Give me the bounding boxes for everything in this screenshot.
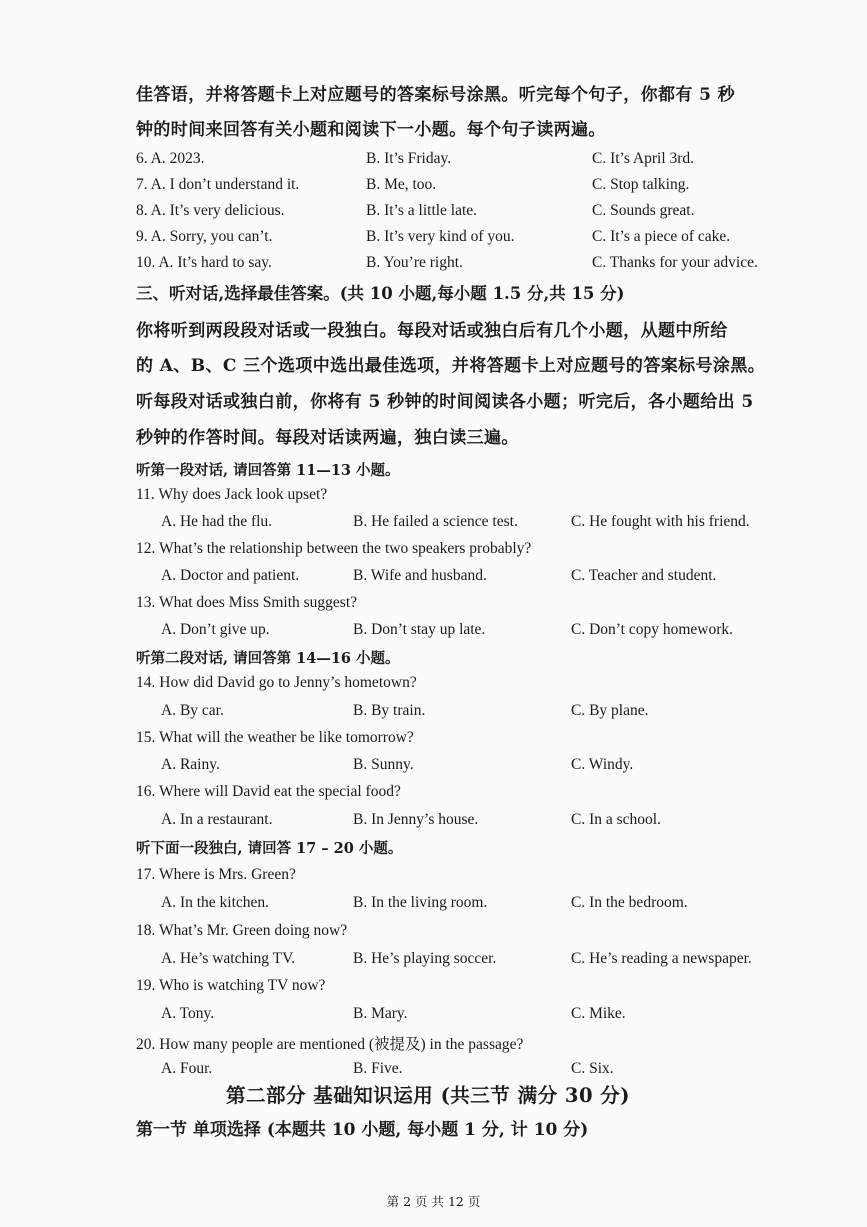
page-footer: 第 2 页 共 12 页	[386, 1194, 481, 1209]
q11-option-b: B. He failed a science test.	[353, 513, 518, 530]
q8-option-b: B. It’s a little late.	[366, 202, 478, 219]
group-label-3: 听下面一段独白, 请回答 17 – 20 小题。	[136, 840, 403, 857]
q11-option-c: C. He fought with his friend.	[571, 513, 750, 530]
q10-option-a: 10. A. It’s hard to say.	[136, 254, 272, 271]
section3-instruction-3: 听每段对话或独白前，你将有 5 秒钟的时间阅读各小题；听完后，各小题给出 5	[136, 392, 754, 412]
q18-option-c: C. He’s reading a newspaper.	[571, 950, 752, 967]
section3-heading: 三、听对话,选择最佳答案。(共 10 小题,每小题 1.5 分,共 15 分)	[136, 284, 625, 303]
section3-instruction-2: 的 A、B、C 三个选项中选出最佳选项，并将答题卡上对应题号的答案标号涂黑。	[136, 356, 766, 376]
q20-option-c: C. Six.	[571, 1060, 614, 1077]
q11-stem: 11. Why does Jack look upset?	[136, 486, 328, 503]
q16-stem: 16. Where will David eat the special food?	[136, 783, 401, 800]
q19-stem: 19. Who is watching TV now?	[136, 977, 326, 994]
intro-line-1: 佳答语，并将答题卡上对应题号的答案标号涂黑。听完每个句子，你都有 5 秒	[136, 85, 736, 105]
part2-section1-heading: 第一节 单项选择 (本题共 10 小题, 每小题 1 分, 计 10 分)	[136, 1120, 589, 1140]
q20-option-b: B. Five.	[353, 1060, 403, 1077]
q16-option-b: B. In Jenny’s house.	[353, 811, 479, 828]
q17-option-a: A. In the kitchen.	[161, 894, 270, 911]
q7-option-c: C. Stop talking.	[592, 176, 690, 193]
section3-instruction-1: 你将听到两段段对话或一段独白。每段对话或独白后有几个小题，从题中所给	[136, 321, 728, 341]
q9-option-c: C. It’s a piece of cake.	[592, 228, 731, 245]
q12-option-b: B. Wife and husband.	[353, 567, 487, 584]
q14-option-b: B. By train.	[353, 702, 426, 719]
q18-stem: 18. What’s Mr. Green doing now?	[136, 922, 348, 939]
q12-option-a: A. Doctor and patient.	[161, 567, 300, 584]
q20-stem: 20. How many people are mentioned (被提及) in the passage?	[136, 1036, 524, 1053]
q19-option-b: B. Mary.	[353, 1005, 408, 1022]
q20-option-a: A. Four.	[161, 1060, 213, 1077]
q19-option-c: C. Mike.	[571, 1005, 626, 1022]
q13-option-b: B. Don’t stay up late.	[353, 621, 486, 638]
q17-stem: 17. Where is Mrs. Green?	[136, 866, 296, 883]
q6-option-c: C. It’s April 3rd.	[592, 150, 695, 167]
q7-option-b: B. Me, too.	[366, 176, 437, 193]
q15-option-c: C. Windy.	[571, 756, 634, 773]
q9-option-a: 9. A. Sorry, you can’t.	[136, 228, 273, 245]
intro-line-2: 钟的时间来回答有关小题和阅读下一小题。每个句子读两遍。	[136, 120, 606, 140]
q15-option-b: B. Sunny.	[353, 756, 414, 773]
q11-option-a: A. He had the flu.	[161, 513, 273, 530]
q8-option-a: 8. A. It’s very delicious.	[136, 202, 285, 219]
section3-instruction-4: 秒钟的作答时间。每段对话读两遍，独白读三遍。	[136, 428, 519, 448]
q14-option-c: C. By plane.	[571, 702, 649, 719]
q8-option-c: C. Sounds great.	[592, 202, 695, 219]
q15-stem: 15. What will the weather be like tomorrow?	[136, 729, 414, 746]
q16-option-a: A. In a restaurant.	[161, 811, 273, 828]
q6-option-b: B. It’s Friday.	[366, 150, 452, 167]
q13-option-a: A. Don’t give up.	[161, 621, 270, 638]
part2-heading: 第二部分 基础知识运用 (共三节 满分 30 分)	[226, 1084, 631, 1107]
q12-option-c: C. Teacher and student.	[571, 567, 717, 584]
q6-option-a: 6. A. 2023.	[136, 150, 205, 167]
q13-stem: 13. What does Miss Smith suggest?	[136, 594, 358, 611]
q10-option-b: B. You’re right.	[366, 254, 463, 271]
q13-option-c: C. Don’t copy homework.	[571, 621, 734, 638]
q10-option-c: C. Thanks for your advice.	[592, 254, 758, 271]
q17-option-c: C. In the bedroom.	[571, 894, 688, 911]
q12-stem: 12. What’s the relationship between the two speakers probably?	[136, 540, 532, 557]
q19-option-a: A. Tony.	[161, 1005, 215, 1022]
group-label-2: 听第二段对话, 请回答第 14—16 小题。	[136, 650, 400, 667]
q16-option-c: C. In a school.	[571, 811, 661, 828]
q14-option-a: A. By car.	[161, 702, 224, 719]
q18-option-b: B. He’s playing soccer.	[353, 950, 497, 967]
q14-stem: 14. How did David go to Jenny’s hometown?	[136, 674, 417, 691]
q17-option-b: B. In the living room.	[353, 894, 488, 911]
q15-option-a: A. Rainy.	[161, 756, 220, 773]
group-label-1: 听第一段对话, 请回答第 11—13 小题。	[136, 462, 400, 479]
q7-option-a: 7. A. I don’t understand it.	[136, 176, 300, 193]
q9-option-b: B. It’s very kind of you.	[366, 228, 515, 245]
q18-option-a: A. He’s watching TV.	[161, 950, 296, 967]
